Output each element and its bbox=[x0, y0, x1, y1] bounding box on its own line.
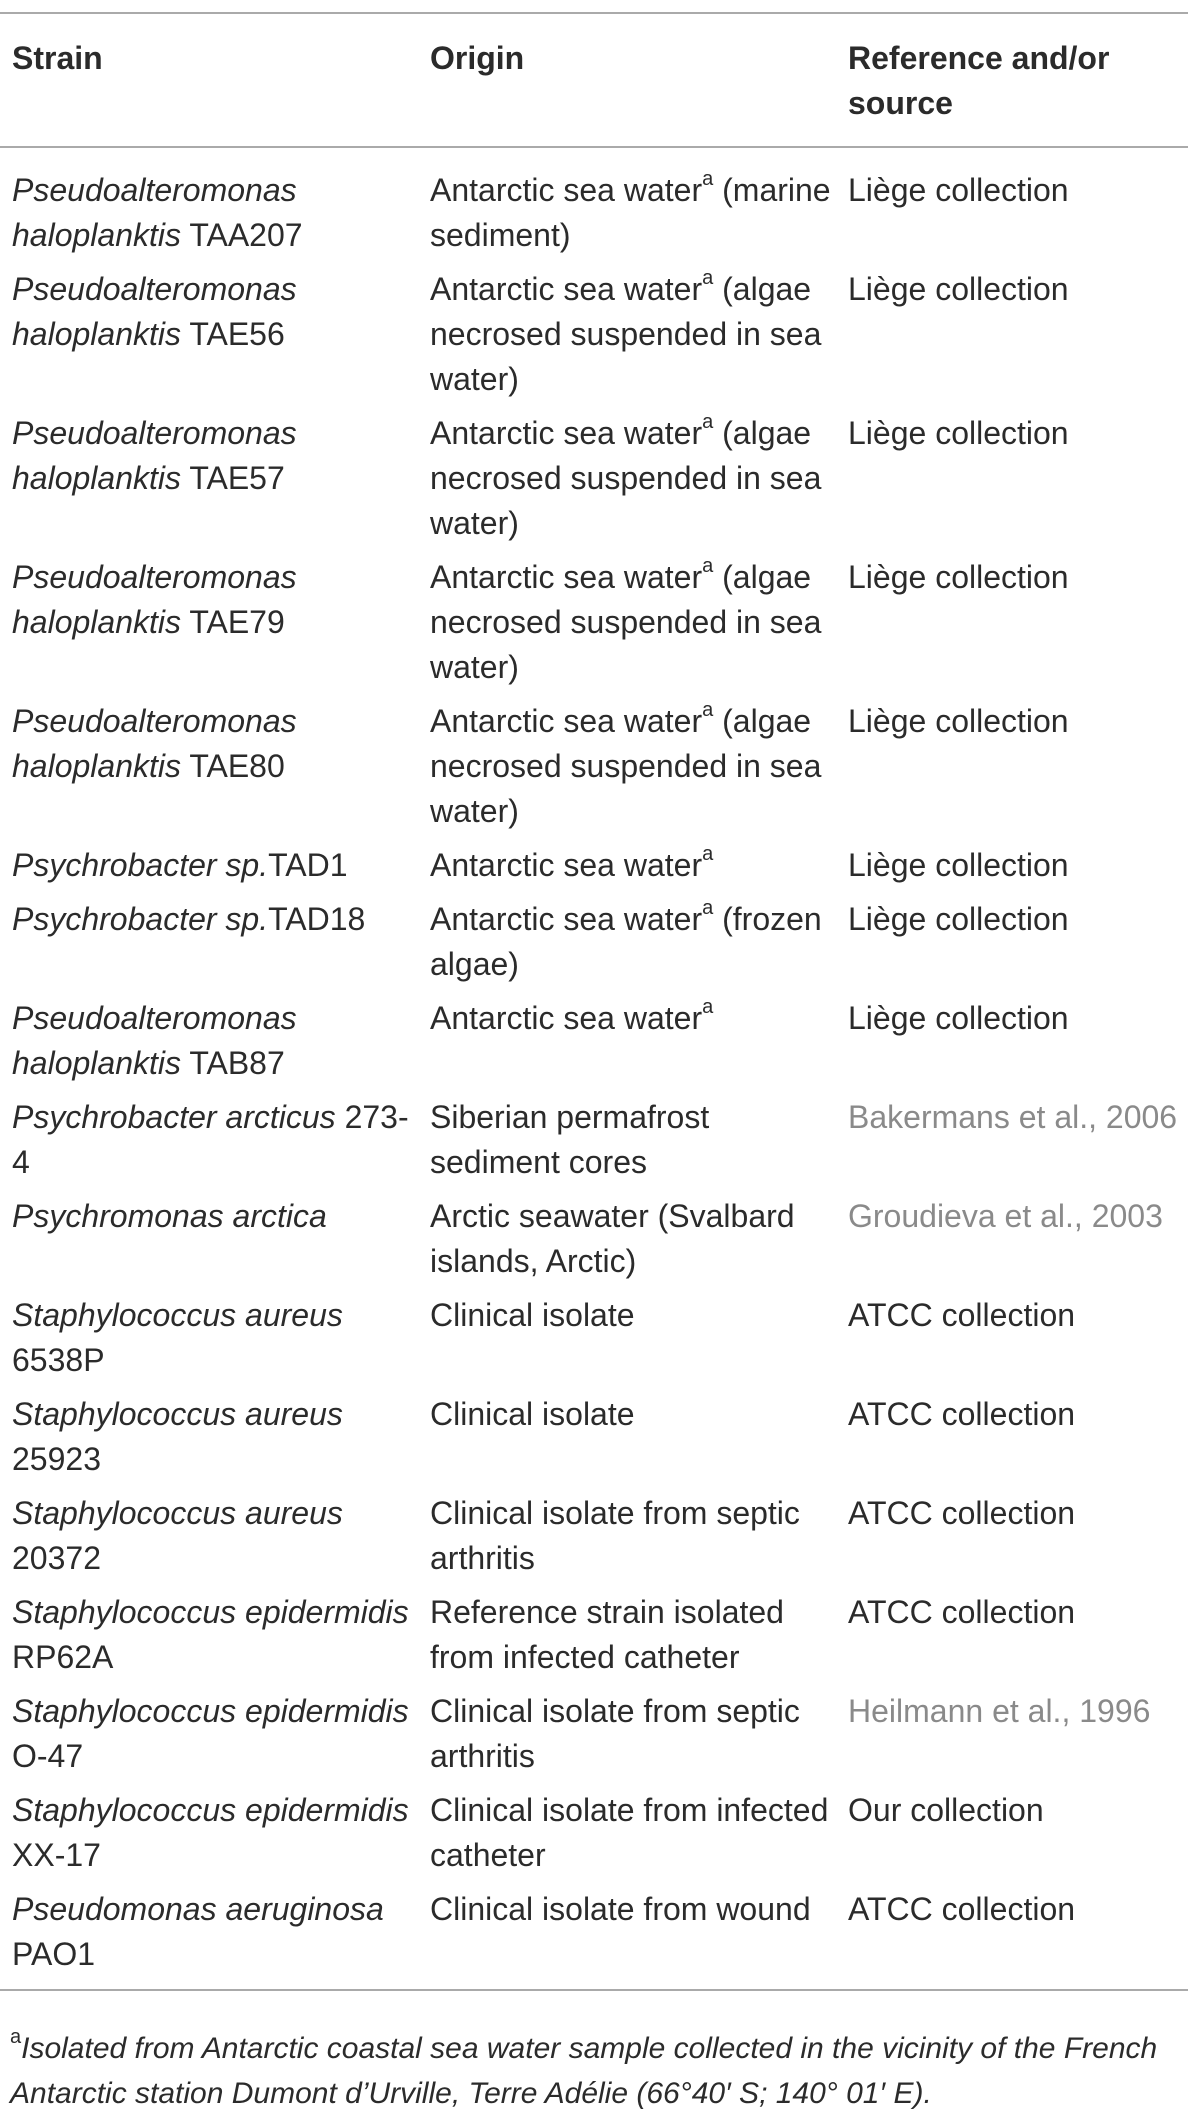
origin-footnote-marker: a bbox=[702, 555, 714, 578]
reference-text: Liège collection bbox=[848, 1000, 1069, 1036]
origin-text: Clinical isolate from wound bbox=[430, 1891, 811, 1927]
strain-cell bbox=[0, 1590, 418, 1689]
origin-cell bbox=[418, 699, 836, 843]
origin-cell bbox=[418, 1887, 836, 1990]
origin-text: Reference strain isolated from infected catheter bbox=[430, 1594, 784, 1675]
origin-cell bbox=[418, 555, 836, 699]
strain-genus: Staphylococcus epidermidis bbox=[12, 1693, 409, 1729]
table-row bbox=[0, 267, 1188, 411]
origin-detail: (algae necrosed suspended in sea water) bbox=[430, 271, 822, 397]
origin-footnote-marker: a bbox=[702, 843, 714, 866]
reference-cell bbox=[836, 897, 1188, 996]
strain-genus: Pseudoalteromonas haloplanktis bbox=[12, 703, 297, 784]
strain-cell bbox=[0, 1788, 418, 1887]
origin-footnote-marker: a bbox=[702, 996, 714, 1019]
strain-designation: TAA207 bbox=[189, 217, 303, 253]
strain-designation: TAE79 bbox=[189, 604, 285, 640]
origin-cell bbox=[418, 267, 836, 411]
reference-citation-link[interactable]: Bakermans et al., 2006 bbox=[848, 1099, 1178, 1135]
origin-detail: (algae necrosed suspended in sea water) bbox=[430, 415, 822, 541]
table-row bbox=[0, 1392, 1188, 1491]
strain-cell bbox=[0, 267, 418, 411]
strain-designation: TAB87 bbox=[189, 1045, 285, 1081]
header-row bbox=[0, 13, 1188, 147]
origin-detail: (frozen algae) bbox=[430, 901, 822, 982]
reference-cell bbox=[836, 555, 1188, 699]
reference-cell bbox=[836, 1788, 1188, 1887]
table-row bbox=[0, 1293, 1188, 1392]
table-row bbox=[0, 1590, 1188, 1689]
header-origin: Origin bbox=[418, 13, 836, 147]
strain-designation: TAE80 bbox=[189, 748, 285, 784]
origin-cell bbox=[418, 1689, 836, 1788]
origin-footnote-marker: a bbox=[702, 897, 714, 920]
strain-genus: Pseudoalteromonas haloplanktis bbox=[12, 172, 297, 253]
origin-cell bbox=[418, 1293, 836, 1392]
strain-designation: PAO1 bbox=[12, 1936, 95, 1972]
origin-cell bbox=[418, 411, 836, 555]
strain-genus: Staphylococcus aureus bbox=[12, 1297, 343, 1333]
reference-cell bbox=[836, 267, 1188, 411]
strain-cell bbox=[0, 1392, 418, 1491]
strain-designation: 273-4 bbox=[12, 1099, 409, 1180]
reference-cell bbox=[836, 1293, 1188, 1392]
strain-genus: Psychrobacter sp. bbox=[12, 847, 269, 883]
table-row bbox=[0, 843, 1188, 897]
table-body bbox=[0, 147, 1188, 1990]
strain-designation: RP62A bbox=[12, 1639, 114, 1675]
origin-cell bbox=[418, 1392, 836, 1491]
table-row bbox=[0, 1095, 1188, 1194]
origin-detail: (algae necrosed suspended in sea water) bbox=[430, 703, 822, 829]
origin-text: Clinical isolate bbox=[430, 1297, 635, 1333]
table-row bbox=[0, 555, 1188, 699]
reference-text: ATCC collection bbox=[848, 1396, 1076, 1432]
strain-genus: Staphylococcus epidermidis bbox=[12, 1594, 409, 1630]
reference-cell bbox=[836, 996, 1188, 1095]
reference-cell bbox=[836, 411, 1188, 555]
strain-designation: 20372 bbox=[12, 1540, 101, 1576]
origin-text: Antarctic sea water bbox=[430, 703, 703, 739]
header-reference: Reference and/or source bbox=[836, 13, 1188, 147]
origin-text: Antarctic sea water bbox=[430, 847, 703, 883]
origin-text: Arctic seawater (Svalbard islands, Arctic) bbox=[430, 1198, 795, 1279]
strain-designation: TAD1 bbox=[268, 847, 348, 883]
table-row bbox=[0, 897, 1188, 996]
reference-text: Liège collection bbox=[848, 271, 1069, 307]
origin-footnote-marker: a bbox=[702, 267, 714, 290]
origin-text: Antarctic sea water bbox=[430, 415, 703, 451]
origin-cell bbox=[418, 897, 836, 996]
origin-cell bbox=[418, 147, 836, 267]
reference-text: ATCC collection bbox=[848, 1495, 1076, 1531]
strain-genus: Pseudomonas aeruginosa bbox=[12, 1891, 384, 1927]
strains-table bbox=[0, 12, 1188, 1991]
footnote-marker: a bbox=[10, 2026, 22, 2048]
reference-text: Liège collection bbox=[848, 847, 1069, 883]
origin-cell bbox=[418, 1194, 836, 1293]
reference-text: Liège collection bbox=[848, 703, 1069, 739]
table-header bbox=[0, 13, 1188, 147]
strain-designation: O-47 bbox=[12, 1738, 84, 1774]
origin-cell bbox=[418, 996, 836, 1095]
reference-cell[interactable] bbox=[836, 1194, 1188, 1293]
reference-cell[interactable] bbox=[836, 1095, 1188, 1194]
strain-cell bbox=[0, 699, 418, 843]
reference-cell bbox=[836, 699, 1188, 843]
reference-text: Liège collection bbox=[848, 415, 1069, 451]
table-footnote bbox=[10, 2026, 1185, 2116]
origin-text: Clinical isolate from infected catheter bbox=[430, 1792, 829, 1873]
strain-cell bbox=[0, 1491, 418, 1590]
table-row bbox=[0, 1887, 1188, 1990]
origin-text: Antarctic sea water bbox=[430, 271, 703, 307]
reference-cell bbox=[836, 1491, 1188, 1590]
strain-genus: Pseudoalteromonas haloplanktis bbox=[12, 1000, 297, 1081]
strain-cell bbox=[0, 1689, 418, 1788]
reference-text: Liège collection bbox=[848, 172, 1069, 208]
strain-cell bbox=[0, 1887, 418, 1990]
reference-citation-link[interactable]: Heilmann et al., 1996 bbox=[848, 1693, 1151, 1729]
reference-citation-link[interactable]: Groudieva et al., 2003 bbox=[848, 1198, 1163, 1234]
table-row bbox=[0, 1491, 1188, 1590]
table-row bbox=[0, 411, 1188, 555]
strain-genus: Pseudoalteromonas haloplanktis bbox=[12, 559, 297, 640]
strain-designation: TAE57 bbox=[189, 460, 285, 496]
origin-footnote-marker: a bbox=[702, 168, 714, 191]
strain-cell bbox=[0, 147, 418, 267]
origin-detail: (marine sediment) bbox=[430, 172, 831, 253]
origin-footnote-marker: a bbox=[702, 411, 714, 434]
table-row bbox=[0, 1788, 1188, 1887]
origin-cell bbox=[418, 1491, 836, 1590]
table-row bbox=[0, 699, 1188, 843]
strain-genus: Staphylococcus epidermidis bbox=[12, 1792, 409, 1828]
table-row bbox=[0, 147, 1188, 267]
strain-cell bbox=[0, 1194, 418, 1293]
reference-cell bbox=[836, 1392, 1188, 1491]
strain-cell bbox=[0, 555, 418, 699]
reference-cell bbox=[836, 843, 1188, 897]
table-row bbox=[0, 996, 1188, 1095]
origin-cell bbox=[418, 843, 836, 897]
table-row bbox=[0, 1689, 1188, 1788]
strain-cell bbox=[0, 996, 418, 1095]
origin-cell bbox=[418, 1788, 836, 1887]
origin-text: Clinical isolate from septic arthritis bbox=[430, 1693, 800, 1774]
strain-genus: Pseudoalteromonas haloplanktis bbox=[12, 271, 297, 352]
strain-genus: Pseudoalteromonas haloplanktis bbox=[12, 415, 297, 496]
strain-cell bbox=[0, 843, 418, 897]
reference-text: ATCC collection bbox=[848, 1594, 1076, 1630]
strain-cell bbox=[0, 411, 418, 555]
reference-text: Our collection bbox=[848, 1792, 1044, 1828]
strain-genus: Staphylococcus aureus bbox=[12, 1396, 343, 1432]
table-row bbox=[0, 1194, 1188, 1293]
origin-cell bbox=[418, 1590, 836, 1689]
strain-cell bbox=[0, 1293, 418, 1392]
origin-text: Antarctic sea water bbox=[430, 559, 703, 595]
strain-genus: Staphylococcus aureus bbox=[12, 1495, 343, 1531]
origin-detail: (algae necrosed suspended in sea water) bbox=[430, 559, 822, 685]
strain-designation: 25923 bbox=[12, 1441, 101, 1477]
reference-cell bbox=[836, 1887, 1188, 1990]
origin-text: Clinical isolate bbox=[430, 1396, 635, 1432]
header-strain: Strain bbox=[0, 13, 418, 147]
reference-text: ATCC collection bbox=[848, 1891, 1076, 1927]
reference-text: Liège collection bbox=[848, 901, 1069, 937]
strain-genus: Psychrobacter arcticus bbox=[12, 1099, 336, 1135]
origin-text: Clinical isolate from septic arthritis bbox=[430, 1495, 800, 1576]
origin-text: Antarctic sea water bbox=[430, 1000, 703, 1036]
strain-designation: TAE56 bbox=[189, 316, 285, 352]
origin-cell bbox=[418, 1095, 836, 1194]
strain-designation: TAD18 bbox=[268, 901, 366, 937]
reference-cell bbox=[836, 1590, 1188, 1689]
origin-text: Antarctic sea water bbox=[430, 172, 703, 208]
strain-cell bbox=[0, 1095, 418, 1194]
reference-cell[interactable] bbox=[836, 1689, 1188, 1788]
strain-genus: Psychromonas arctica bbox=[12, 1198, 327, 1234]
strain-genus: Psychrobacter sp. bbox=[12, 901, 269, 937]
strain-cell bbox=[0, 897, 418, 996]
origin-footnote-marker: a bbox=[702, 699, 714, 722]
origin-text: Siberian permafrost sediment cores bbox=[430, 1099, 710, 1180]
footnote-text: Isolated from Antarctic coastal sea water sample collected in the vicinity of the French Antarctic station Dumont d’Urville, Terre Adélie (66°40′ S; 140° 01′ E). bbox=[10, 2032, 1158, 2110]
reference-text: ATCC collection bbox=[848, 1297, 1076, 1333]
reference-cell bbox=[836, 147, 1188, 267]
origin-text: Antarctic sea water bbox=[430, 901, 703, 937]
reference-text: Liège collection bbox=[848, 559, 1069, 595]
strain-designation: 6538P bbox=[12, 1342, 105, 1378]
strain-designation: XX-17 bbox=[12, 1837, 101, 1873]
